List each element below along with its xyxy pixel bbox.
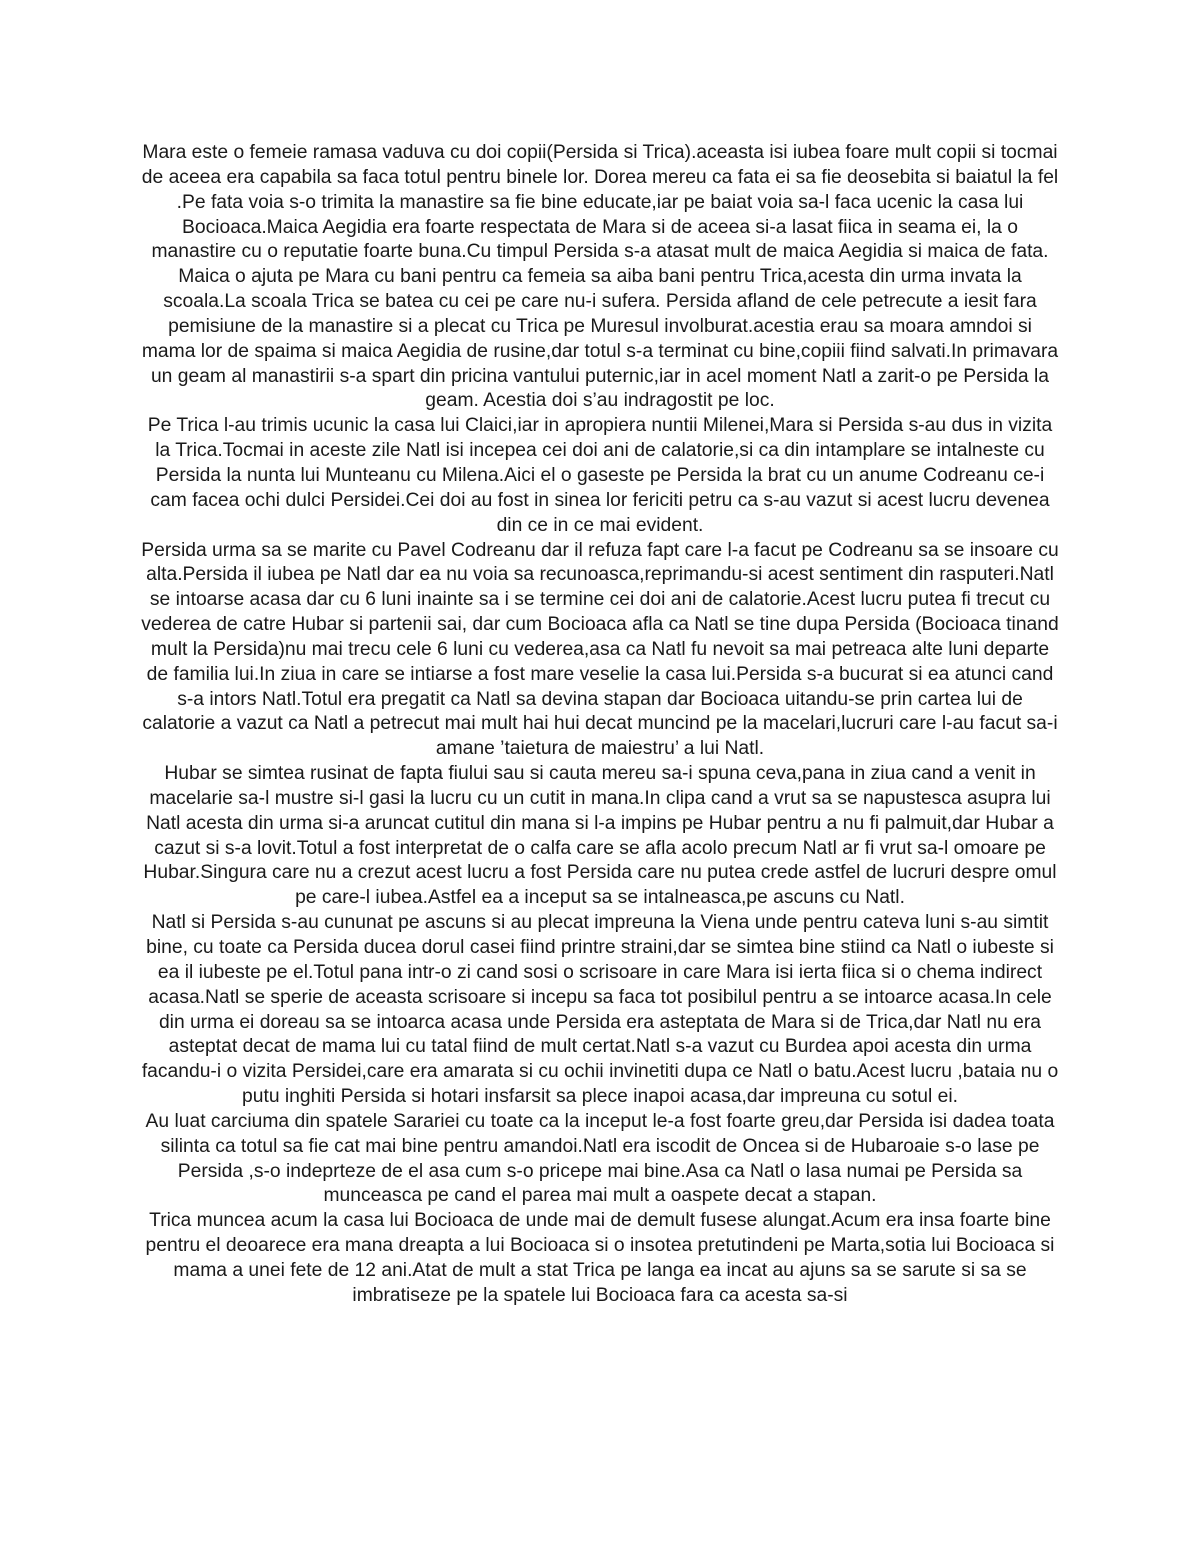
paragraph-3: Persida urma sa se marite cu Pavel Codreanu dar il refuza fapt care l-a facut pe Codreanu sa se insoare cu alta.Persida il iubea pe Natl dar ea nu voia sa recunoasca,reprimandu-si acest sentiment din rasputeri.Natl se intoarse acasa dar cu 6 luni inainte sa i se termine cei doi ani de calatorie.Acest lucru putea fi trecut cu vederea de catre Hubar si partenii sai, dar cum Bocioaca afla ca Natl se tine dupa Persida (Bocioaca tinand mult la Persida)nu mai trecu cele 6 luni cu vederea,asa ca Natl fu nevoit sa mai petreaca alte luni departe de familia lui.In ziua in care se intiarse a fost mare veselie la casa lui.Persida s-a bucurat si ea atunci cand s-a intors Natl.Totul era pregatit ca Natl sa devina stapan dar Bocioaca uitandu-se prin cartea lui de calatorie a vazut ca Natl a petrecut mai mult hai hui decat muncind pe la macelari,lucruri care l-au facut sa-i amane ’taietura de maiestru’ a lui Natl. bbox=[141, 539, 1059, 760]
paragraph-6: Au luat carciuma din spatele Sarariei cu toate ca la inceput le-a fost foarte greu,dar Persida isi dadea toata silinta ca totul sa fie cat mai bine pentru amandoi.Natl era iscodit de Oncea si de Hubaroaie s-o lase pe Persida ,s-o indeprteze de el asa cum s-o pricepe mai bine.Asa ca Natl o lasa numai pe Persida sa munceasca pe cand el parea mai mult a oaspete decat a stapan. bbox=[145, 1110, 1055, 1207]
paragraph-2: Pe Trica l-au trimis ucunic la casa lui Claici,iar in apropiera nuntii Milenei,Mara si Persida s-au dus in vizita la Trica.Tocmai in aceste zile Natl isi incepea cei doi ani de calatorie,si ca din intamplare se intalneste cu Persida la nunta lui Munteanu cu Milena.Aici el o gaseste pe Persida la brat cu un anume Codreanu ce-i cam facea ochi dulci Persidei.Cei doi au fost in sinea lor fericiti petru ca s-au vazut si acest lucru devenea din ce in ce mai evident. bbox=[147, 415, 1053, 536]
paragraph-5: Natl si Persida s-au cununat pe ascuns si au plecat impreuna la Viena unde pentru cateva luni s-au simtit bine, cu toate ca Persida ducea dorul casei fiind printre straini,dar se simtea bine stiind ca Natl o iubeste si ea il iubeste pe el.Totul pana intr-o zi cand sosi o scrisoare in care Mara isi ierta fiica si o chema indirect acasa.Natl se sperie de aceasta scrisoare si incepu sa faca tot posibilul pentru a se intoarce acasa.In cele din urma ei doreau sa se intoarca acasa unde Persida era asteptata de Mara si de Trica,dar Natl nu era asteptat decat de mama lui cu tatal fiind de mult certat.Natl s-a vazut cu Burdea apoi acesta din urma facandu-i o vizita Persidei,care era amarata si cu ochii invinetiti dupa ce Natl o batu.Acest lucru ,bataia nu o putu inghiti Persida si hotari insfarsit sa plece inapoi acasa,dar impreuna cu sotul ei. bbox=[141, 912, 1059, 1108]
paragraph-7: Trica muncea acum la casa lui Bocioaca de unde mai de demult fusese alungat.Acum era insa foarte bine pentru el deoarece era mana dreapta a lui Bocioaca si o insotea pretutindeni pe Marta,sotia lui Bocioaca si mama a unei fete de 12 ani.Atat de mult a stat Trica pe langa ea incat au ajuns sa se sarute si sa se imbratiseze pe la spatele lui Bocioaca fara ca acesta sa-si bbox=[145, 1210, 1055, 1306]
paragraph-4: Hubar se simtea rusinat de fapta fiului sau si cauta mereu sa-i spuna ceva,pana in ziua cand a venit in macelarie sa-l mustre si-l gasi la lucru cu un cutit in mana.In clipa cand a vrut sa se napustesca asupra lui Natl acesta din urma si-a aruncat cutitul din mana si l-a impins pe Hubar pentru a nu fi palmuit,dar Hubar a cazut si s-a lovit.Totul a fost interpretat de o calfa care se afla acolo precum Natl ar fi vrut sa-l omoare pe Hubar.Singura care nu a crezut acest lucru a fost Persida care nu putea crede astfel de lucruri despre omul pe care-l iubea.Astfel ea a inceput sa se intalneasca,pe ascuns cu Natl. bbox=[143, 763, 1057, 909]
document-body bbox=[140, 141, 1060, 1309]
paragraph-1: Mara este o femeie ramasa vaduva cu doi copii(Persida si Trica).aceasta isi iubea foare mult copii si tocmai de aceea era capabila sa faca totul pentru binele lor. Dorea mereu ca fata ei sa fie deosebita si baiatul la fel .Pe fata voia s-o trimita la manastire sa fie bine educate,iar pe baiat voia sa-l faca ucenic la casa lui Bocioaca.Maica Aegidia era foarte respectata de Mara si de aceea si-a lasat fiica in seama ei, la o manastire cu o reputatie foarte buna.Cu timpul Persida s-a atasat mult de maica Aegidia si maica de fata. Maica o ajuta pe Mara cu bani pentru ca femeia sa aiba bani pentru Trica,acesta din urma invata la scoala.La scoala Trica se batea cu cei pe care nu-i sufera. Persida afland de cele petrecute a iesit fara pemisiune de la manastire si a plecat cu Trica pe Muresul involburat.acestia erau sa moara amndoi si mama lor de spaima si maica Aegidia de rusine,dar totul s-a terminat cu bine,copiii fiind salvati.In primavara un geam al manastirii s-a spart din pricina vantului puternic,iar in acel moment Natl a zarit-o pe Persida la geam. Acestia doi s’au indragostit pe loc. bbox=[141, 142, 1059, 412]
